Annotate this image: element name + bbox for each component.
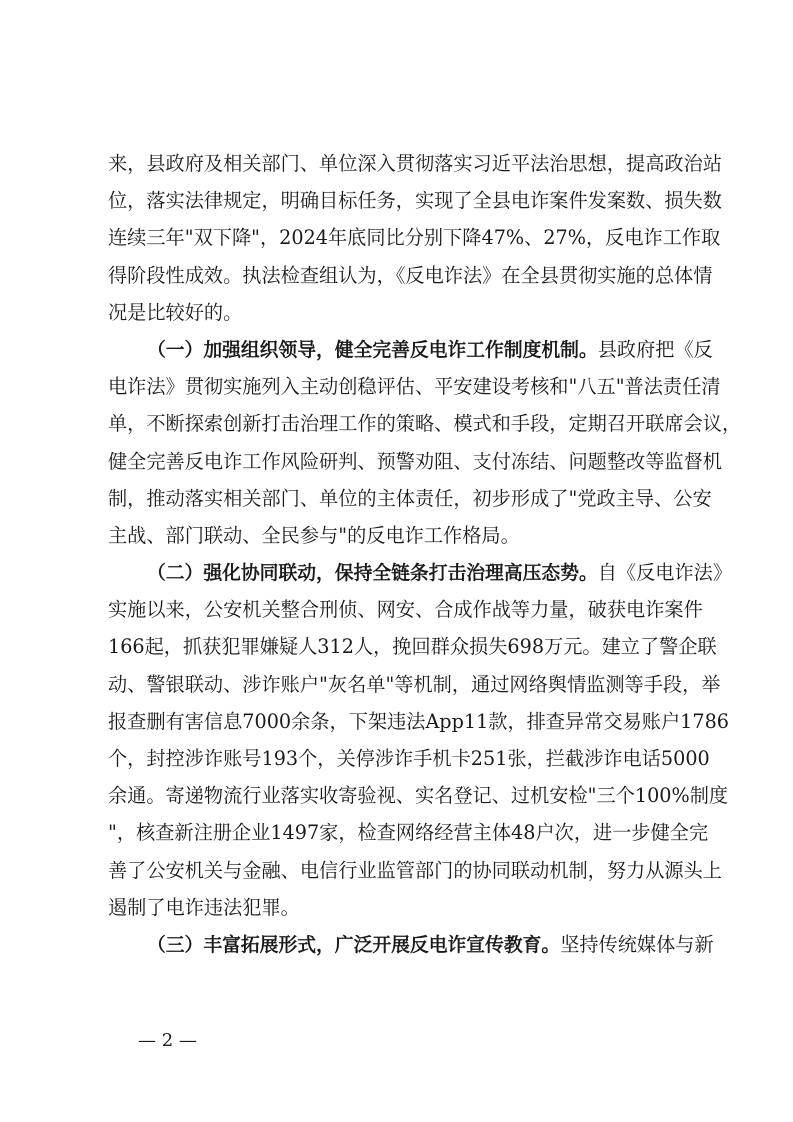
- section-heading: （一）加强组织领导，健全完善反电诈工作制度机制。: [147, 339, 598, 361]
- paragraph-text: 坚持传统媒体与新: [560, 932, 714, 956]
- section-first-line: [108, 331, 713, 368]
- paragraph-line: 电诈法》贯彻实施列入主动创稳评估、平安建设考核和"八五"普法责任清: [108, 375, 721, 399]
- paragraph-line: 遏制了电诈违法犯罪。: [108, 895, 300, 919]
- paragraph-line: 单，不断探索创新打击治理工作的策略、模式和手段，定期召开联席会议，: [108, 412, 742, 436]
- paragraph-text: 县政府把《反: [597, 337, 713, 361]
- section-first-line: [108, 926, 714, 963]
- paragraph-line: 连续三年"双下降"，2024年底同比分别下降47%、27%，反电诈工作取: [108, 226, 721, 250]
- paragraph-line: 来，县政府及相关部门、单位深入贯彻落实习近平法治思想，提高政治站: [108, 152, 722, 175]
- section-heading: （三）丰富拓展形式，广泛开展反电诈宣传教育。: [147, 934, 561, 956]
- paragraph-line: 报查删有害信息7000余条，下架违法App11款，排查异常交易账户1786: [108, 709, 729, 733]
- paragraph-line: "，核查新注册企业1497家，检查网络经营主体48户次，进一步健全完: [108, 821, 709, 845]
- paragraph-line: 个，封控涉诈账号193个，关停涉诈手机卡251张，拦截涉诈电话5000: [108, 747, 710, 770]
- page-number: — 2 —: [138, 1030, 197, 1051]
- paragraph-line: 余通。寄递物流行业落实收寄验视、实名登记、过机安检"三个100%制度: [108, 784, 729, 808]
- paragraph-line: 实施以来，公安机关整合刑侦、网安、合成作战等力量，破获电诈案件: [108, 598, 703, 622]
- paragraph-line: 得阶段性成效。执法检查组认为，《反电诈法》在全县贯彻实施的总体情: [108, 263, 713, 287]
- paragraph-line: 况是比较好的。: [108, 300, 243, 324]
- paragraph-text: 自《反电诈法》: [597, 561, 733, 585]
- section-heading: （二）强化协同联动，保持全链条打击治理高压态势。: [147, 563, 598, 585]
- section-first-line: [108, 554, 733, 591]
- paragraph-line: 动、警银联动、涉诈账户"灰名单"等机制，通过网络舆情监测等手段，举: [108, 672, 721, 696]
- body-text: [108, 145, 742, 963]
- paragraph-line: 位，落实法律规定，明确目标任务，实现了全县电诈案件发案数、损失数: [108, 189, 722, 213]
- paragraph-line: 166起，抓获犯罪嫌疑人312人，挽回群众损失698万元。建立了警企联: [108, 635, 717, 659]
- paragraph-line: 健全完善反电诈工作风险研判、预警劝阻、支付冻结、问题整改等监督机: [108, 449, 722, 473]
- paragraph-line: 制，推动落实相关部门、单位的主体责任，初步形成了"党政主导、公安: [108, 486, 712, 510]
- paragraph-line: 主战、部门联动、全民参与"的反电诈工作格局。: [108, 523, 520, 547]
- paragraph-line: 善了公安机关与金融、电信行业监管部门的协同联动机制，努力从源头上: [108, 858, 722, 882]
